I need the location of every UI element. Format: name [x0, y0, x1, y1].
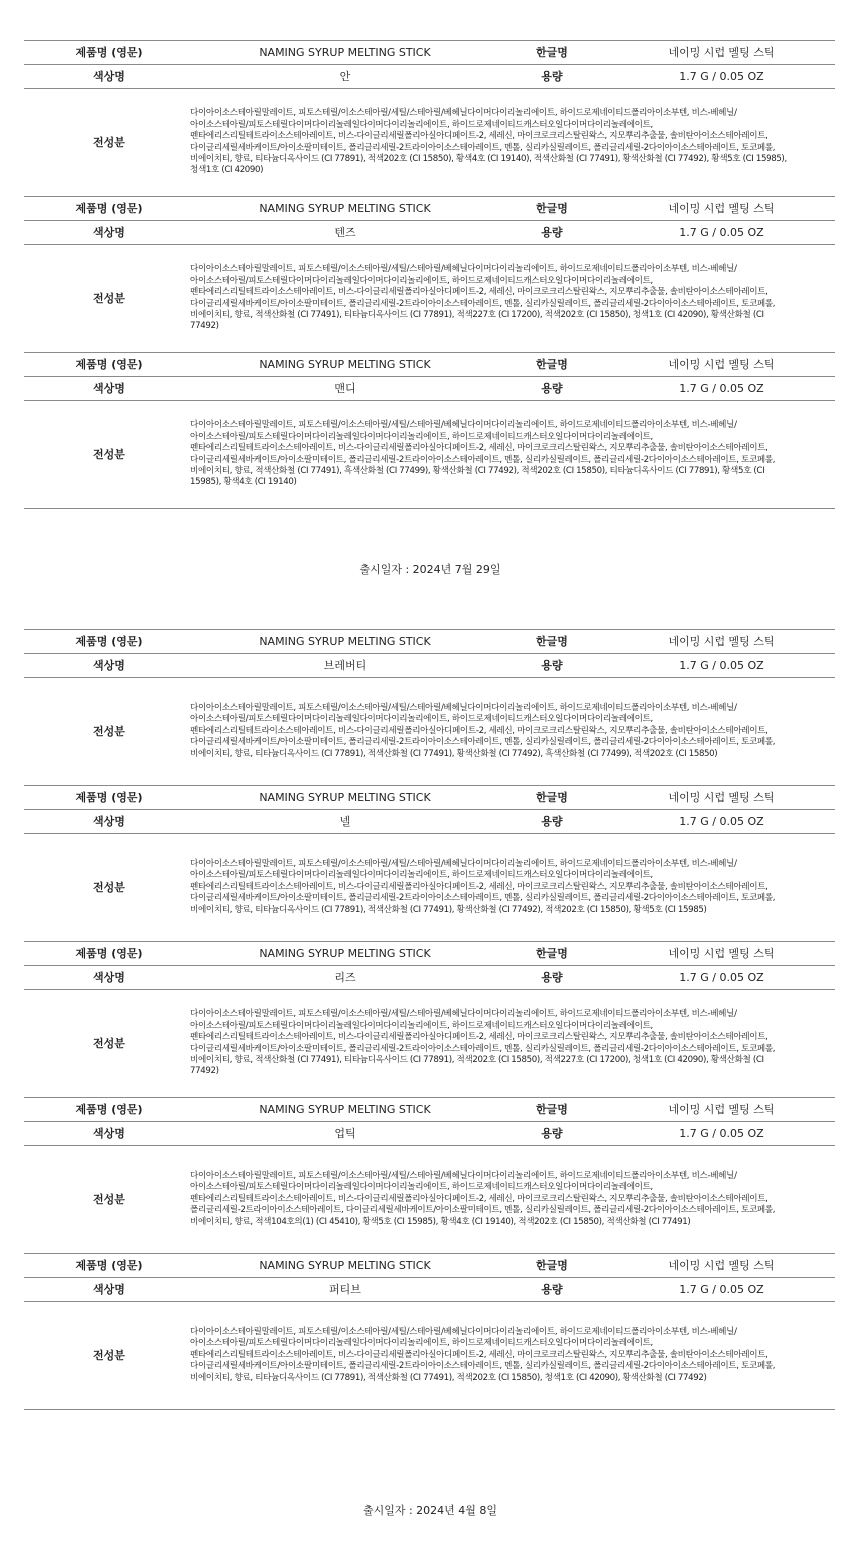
name-en-label: 제품명 (영문): [75, 46, 143, 59]
color-value: 맨디: [334, 382, 356, 395]
name-ko-value: 네이밍 시럽 멜팅 스틱: [668, 46, 775, 59]
table-bottom-rule: [24, 1409, 835, 1410]
name-en-value: NAMING SYRUP MELTING STICK: [259, 947, 431, 960]
release-date: 출시일자 : 2024년 4월 8일: [362, 1504, 498, 1517]
color-value: 퍼티브: [329, 1283, 361, 1296]
color-value: 텐즈: [334, 226, 356, 239]
volume-value: 1.7 G / 0.05 OZ: [679, 659, 764, 672]
color-value: 넬: [339, 815, 351, 828]
color-value: 업틱: [334, 1127, 356, 1140]
volume-value: 1.7 G / 0.05 OZ: [679, 815, 764, 828]
product-table: [24, 629, 835, 1410]
ingredients-text: 다이아이소스테아릴말레이트, 피토스테릴/이소스테아릴/세틸/스테아릴/베헤닐다이머다이리놀리에이트, 하이드로제네이티드폴리아이소부텐, 비스-베헤닐/아이소스테아릴/피토스테릴다이머다이리놀레일다이머다이리놀리에이트, 하이드로제네이티드캐스터오일다이머다이리놀레에이트, 펜타에리스리틸테트라이소스테아레이트, 비스-다이글리세릴폴리아실아디페이트-2, 세레신, 마이크로크리스탈린왁스, 지모뿌리추출물, 솔비탄아이소스테아레이트, 다이글리세릴세바케이트/아이소팔미테이트, 폴리글리세릴-2트라이아이소스테아레이트, 멘톨, 실리카실릴레이트, 폴리글리세릴-2다이아이소스테아레이트, 토코페롤, 비에이치티, 향료, 적색산화철 (CI 77491), 티타늄디옥사이드 (CI 77891), 적색227호 (CI 17200), 적색202호 (CI 15850), 청색1호 (CI 42090), 황색산화철 (CI 77492): [190, 264, 776, 332]
volume-label: 용량: [541, 815, 563, 828]
color-label: 색상명: [93, 659, 125, 672]
name-row: [24, 785, 835, 809]
ingredients-row: [24, 1301, 835, 1409]
color-label: 색상명: [93, 382, 125, 395]
name-ko-value: 네이밍 시럽 멜팅 스틱: [668, 202, 775, 215]
name-ko-label: 한글명: [536, 1103, 568, 1116]
product-group-2: [24, 629, 835, 1410]
volume-value: 1.7 G / 0.05 OZ: [679, 382, 764, 395]
ingredients-row: [24, 833, 835, 941]
ingredients-row: [24, 244, 835, 352]
volume-label: 용량: [541, 659, 563, 672]
color-row: [24, 376, 835, 400]
name-ko-value: 네이밍 시럽 멜팅 스틱: [668, 1103, 775, 1116]
name-en-label: 제품명 (영문): [75, 947, 143, 960]
color-row: [24, 220, 835, 244]
volume-label: 용량: [541, 1127, 563, 1140]
name-ko-label: 한글명: [536, 791, 568, 804]
color-label: 색상명: [93, 70, 125, 83]
ingredients-label: 전성분: [93, 448, 125, 461]
ingredients-label: 전성분: [93, 136, 125, 149]
name-en-value: NAMING SYRUP MELTING STICK: [259, 358, 431, 371]
name-en-label: 제품명 (영문): [75, 635, 143, 648]
name-ko-label: 한글명: [536, 202, 568, 215]
ingredients-row: [24, 88, 835, 196]
name-ko-label: 한글명: [536, 46, 568, 59]
volume-label: 용량: [541, 971, 563, 984]
name-ko-label: 한글명: [536, 947, 568, 960]
name-en-label: 제품명 (영문): [75, 358, 143, 371]
ingredients-label: 전성분: [93, 1349, 125, 1362]
name-ko-value: 네이밍 시럽 멜팅 스틱: [668, 358, 775, 371]
name-en-label: 제품명 (영문): [75, 1103, 143, 1116]
ingredients-label: 전성분: [93, 1037, 125, 1050]
color-row: [24, 965, 835, 989]
ingredients-text: 다이아이소스테아릴말레이트, 피토스테릴/이소스테아릴/세틸/스테아릴/베헤닐다이머다이리놀리에이트, 하이드로제네이티드폴리아이소부텐, 비스-베헤닐/아이소스테아릴/피토스테릴다이머다이리놀레일다이머다이리놀리에이트, 하이드로제네이티드캐스터오일다이머다이리놀레에이트, 펜타에리스리틸테트라이소스테아레이트, 비스-다이글리세릴폴리아실아디페이트-2, 세레신, 마이크로크리스탈린왁스, 지모뿌리추출물, 솔비탄아이소스테아레이트, 다이글리세릴세바케이트/아이소팔미테이트, 폴리글리세릴-2트라이아이소스테아레이트, 멘톨, 실리카실릴레이트, 폴리글리세릴-2다이아이소스테아레이트, 토코페롤, 비에이치티, 향료, 티타늄디옥사이드 (CI 77891), 적색202호 (CI 15850), 황색4호 (CI 19140), 적색산화철 (CI 77491), 황색산화철 (CI 77492), 황색5호 (CI 15985), 청색1호 (CI 42090): [190, 108, 787, 176]
ingredients-label: 전성분: [93, 292, 125, 305]
ingredients-row: [24, 677, 835, 785]
name-ko-label: 한글명: [536, 1259, 568, 1272]
volume-value: 1.7 G / 0.05 OZ: [679, 971, 764, 984]
ingredients-text: 다이아이소스테아릴말레이트, 피토스테릴/이소스테아릴/세틸/스테아릴/베헤닐다이머다이리놀리에이트, 하이드로제네이티드폴리아이소부텐, 비스-베헤닐/아이소스테아릴/피토스테릴다이머다이리놀레일다이머다이리놀리에이트, 하이드로제네이티드캐스터오일다이머다이리놀레에이트, 펜타에리스리틸테트라이소스테아레이트, 비스-다이글리세릴폴리아실아디페이트-2, 세레신, 마이크로크리스탈린왁스, 지모뿌리추출물, 솔비탄아이소스테아레이트, 다이글리세릴세바케이트/아이소팔미테이트, 폴리글리세릴-2트라이아이소스테아레이트, 멘톨, 실리카실릴레이트, 폴리글리세릴-2다이아이소스테아레이트, 토코페롤, 비에이치티, 향료, 적색산화철 (CI 77491), 흑색산화철 (CI 77499), 황색산화철 (CI 77492), 적색202호 (CI 15850), 티타늄디옥사이드 (CI 77891), 황색5호 (CI 15985), 황색4호 (CI 19140): [190, 420, 776, 488]
name-en-value: NAMING SYRUP MELTING STICK: [259, 202, 431, 215]
name-row: [24, 1253, 835, 1277]
ingredients-row: [24, 1145, 835, 1253]
volume-label: 용량: [541, 382, 563, 395]
volume-label: 용량: [541, 226, 563, 239]
color-label: 색상명: [93, 226, 125, 239]
name-row: [24, 352, 835, 376]
volume-value: 1.7 G / 0.05 OZ: [679, 70, 764, 83]
name-en-value: NAMING SYRUP MELTING STICK: [259, 1259, 431, 1272]
color-value: 안: [339, 70, 351, 83]
ingredients-text: 다이아이소스테아릴말레이트, 피토스테릴/이소스테아릴/세틸/스테아릴/베헤닐다이머다이리놀리에이트, 하이드로제네이티드폴리아이소부텐, 비스-베헤닐/아이소스테아릴/피토스테릴다이머다이리놀레일다이머다이리놀리에이트, 하이드로제네이티드캐스터오일다이머다이리놀레에이트, 펜타에리스리틸테트라이소스테아레이트, 비스-다이글리세릴폴리아실아디페이트-2, 세레신, 마이크로크리스탈린왁스, 지모뿌리추출물, 솔비탄아이소스테아레이트, 다이글리세릴세바케이트/아이소팔미테이트, 폴리글리세릴-2트라이아이소스테아레이트, 멘톨, 실리카실릴레이트, 폴리글리세릴-2다이아이소스테아레이트, 토코페롤, 비에이치티, 향료, 티타늄디옥사이드 (CI 77891), 적색산화철 (CI 77491), 황색산화철 (CI 77492), 적색202호 (CI 15850), 황색5호 (CI 15985): [190, 858, 776, 915]
name-en-value: NAMING SYRUP MELTING STICK: [259, 46, 431, 59]
ingredients-label: 전성분: [93, 881, 125, 894]
ingredients-row: [24, 400, 835, 508]
color-label: 색상명: [93, 971, 125, 984]
release-date: 출시일자 : 2024년 7월 29일: [359, 563, 501, 576]
ingredients-row: [24, 989, 835, 1097]
volume-label: 용량: [541, 1283, 563, 1296]
ingredients-text: 다이아이소스테아릴말레이트, 피토스테릴/이소스테아릴/세틸/스테아릴/베헤닐다이머다이리놀리에이트, 하이드로제네이티드폴리아이소부텐, 비스-베헤닐/아이소스테아릴/피토스테릴다이머다이리놀레일다이머다이리놀리에이트, 하이드로제네이티드캐스터오일다이머다이리놀레에이트, 펜타에리스리틸테트라이소스테아레이트, 비스-다이글리세릴폴리아실아디페이트-2, 세레신, 마이크로크리스탈린왁스, 지모뿌리추출물, 솔비탄아이소스테아레이트, 폴리글리세릴-2트라이아이소스테아레이트, 다이글리세릴세바케이트/아이소팔미테이트, 멘톨, 실리카실릴레이트, 폴리글리세릴-2다이아이소스테아레이트, 토코페롤, 비에이치티, 향료, 적색104호의(1) (CI 45410), 황색5호 (CI 15985), 황색4호 (CI 19140), 적색202호 (CI 15850), 적색산화철 (CI 77491): [190, 1170, 776, 1227]
color-label: 색상명: [93, 815, 125, 828]
color-row: [24, 1277, 835, 1301]
name-row: [24, 1097, 835, 1121]
ingredients-label: 전성분: [93, 1193, 125, 1206]
name-ko-value: 네이밍 시럽 멜팅 스틱: [668, 1259, 775, 1272]
product-table: [24, 40, 835, 509]
ingredients-label: 전성분: [93, 725, 125, 738]
name-en-value: NAMING SYRUP MELTING STICK: [259, 635, 431, 648]
table-bottom-rule: [24, 508, 835, 509]
volume-value: 1.7 G / 0.05 OZ: [679, 226, 764, 239]
ingredients-text: 다이아이소스테아릴말레이트, 피토스테릴/이소스테아릴/세틸/스테아릴/베헤닐다이머다이리놀리에이트, 하이드로제네이티드폴리아이소부텐, 비스-베헤닐/아이소스테아릴/피토스테릴다이머다이리놀레일다이머다이리놀리에이트, 하이드로제네이티드캐스터오일다이머다이리놀레에이트, 펜타에리스리틸테트라이소스테아레이트, 비스-다이글리세릴폴리아실아디페이트-2, 세레신, 마이크로크리스탈린왁스, 지모뿌리추출물, 솔비탄아이소스테아레이트, 다이글리세릴세바케이트/아이소팔미테이트, 폴리글리세릴-2트라이아이소스테아레이트, 멘톨, 실리카실릴레이트, 폴리글리세릴-2다이아이소스테아레이트, 토코페롤, 비에이치티, 향료, 티타늄디옥사이드 (CI 77891), 적색산화철 (CI 77491), 황색산화철 (CI 77492), 흑색산화철 (CI 77499), 적색202호 (CI 15850): [190, 702, 776, 759]
name-row: [24, 40, 835, 64]
name-row: [24, 941, 835, 965]
name-ko-value: 네이밍 시럽 멜팅 스틱: [668, 791, 775, 804]
color-row: [24, 64, 835, 88]
color-value: 리즈: [334, 971, 356, 984]
volume-value: 1.7 G / 0.05 OZ: [679, 1283, 764, 1296]
name-en-label: 제품명 (영문): [75, 1259, 143, 1272]
name-row: [24, 629, 835, 653]
volume-value: 1.7 G / 0.05 OZ: [679, 1127, 764, 1140]
ingredients-text: 다이아이소스테아릴말레이트, 피토스테릴/이소스테아릴/세틸/스테아릴/베헤닐다이머다이리놀리에이트, 하이드로제네이티드폴리아이소부텐, 비스-베헤닐/아이소스테아릴/피토스테릴다이머다이리놀레일다이머다이리놀리에이트, 하이드로제네이티드캐스터오일다이머다이리놀레에이트, 펜타에리스리틸테트라이소스테아레이트, 비스-다이글리세릴폴리아실아디페이트-2, 세레신, 마이크로크리스탈린왁스, 지모뿌리추출물, 솔비탄아이소스테아레이트, 다이글리세릴세바케이트/아이소팔미테이트, 폴리글리세릴-2트라이아이소스테아레이트, 멘톨, 실리카실릴레이트, 폴리글리세릴-2다이아이소스테아레이트, 토코페롤, 비에이치티, 향료, 적색산화철 (CI 77491), 티타늄디옥사이드 (CI 77891), 적색202호 (CI 15850), 적색227호 (CI 17200), 청색1호 (CI 42090), 황색산화철 (CI 77492): [190, 1009, 776, 1077]
color-row: [24, 1121, 835, 1145]
color-label: 색상명: [93, 1127, 125, 1140]
product-group-1: [24, 40, 835, 509]
name-en-label: 제품명 (영문): [75, 791, 143, 804]
name-ko-label: 한글명: [536, 358, 568, 371]
color-value: 브레버티: [323, 659, 367, 672]
ingredients-text: 다이아이소스테아릴말레이트, 피토스테릴/이소스테아릴/세틸/스테아릴/베헤닐다이머다이리놀리에이트, 하이드로제네이티드폴리아이소부텐, 비스-베헤닐/아이소스테아릴/피토스테릴다이머다이리놀레일다이머다이리놀리에이트, 하이드로제네이티드캐스터오일다이머다이리놀레에이트, 펜타에리스리틸테트라이소스테아레이트, 비스-다이글리세릴폴리아실아디페이트-2, 세레신, 마이크로크리스탈린왁스, 지모뿌리추출물, 솔비탄아이소스테아레이트, 다이글리세릴세바케이트/아이소팔미테이트, 폴리글리세릴-2트라이아이소스테아레이트, 멘톨, 실리카실릴레이트, 폴리글리세릴-2다이아이소스테아레이트, 토코페롤, 비에이치티, 향료, 티타늄디옥사이드 (CI 77891), 적색산화철 (CI 77491), 적색202호 (CI 15850), 청색1호 (CI 42090), 황색산화철 (CI 77492): [190, 1326, 776, 1383]
name-en-label: 제품명 (영문): [75, 202, 143, 215]
name-ko-value: 네이밍 시럽 멜팅 스틱: [668, 947, 775, 960]
name-row: [24, 196, 835, 220]
color-label: 색상명: [93, 1283, 125, 1296]
volume-label: 용량: [541, 70, 563, 83]
name-ko-value: 네이밍 시럽 멜팅 스틱: [668, 635, 775, 648]
name-en-value: NAMING SYRUP MELTING STICK: [259, 791, 431, 804]
name-ko-label: 한글명: [536, 635, 568, 648]
color-row: [24, 653, 835, 677]
color-row: [24, 809, 835, 833]
name-en-value: NAMING SYRUP MELTING STICK: [259, 1103, 431, 1116]
